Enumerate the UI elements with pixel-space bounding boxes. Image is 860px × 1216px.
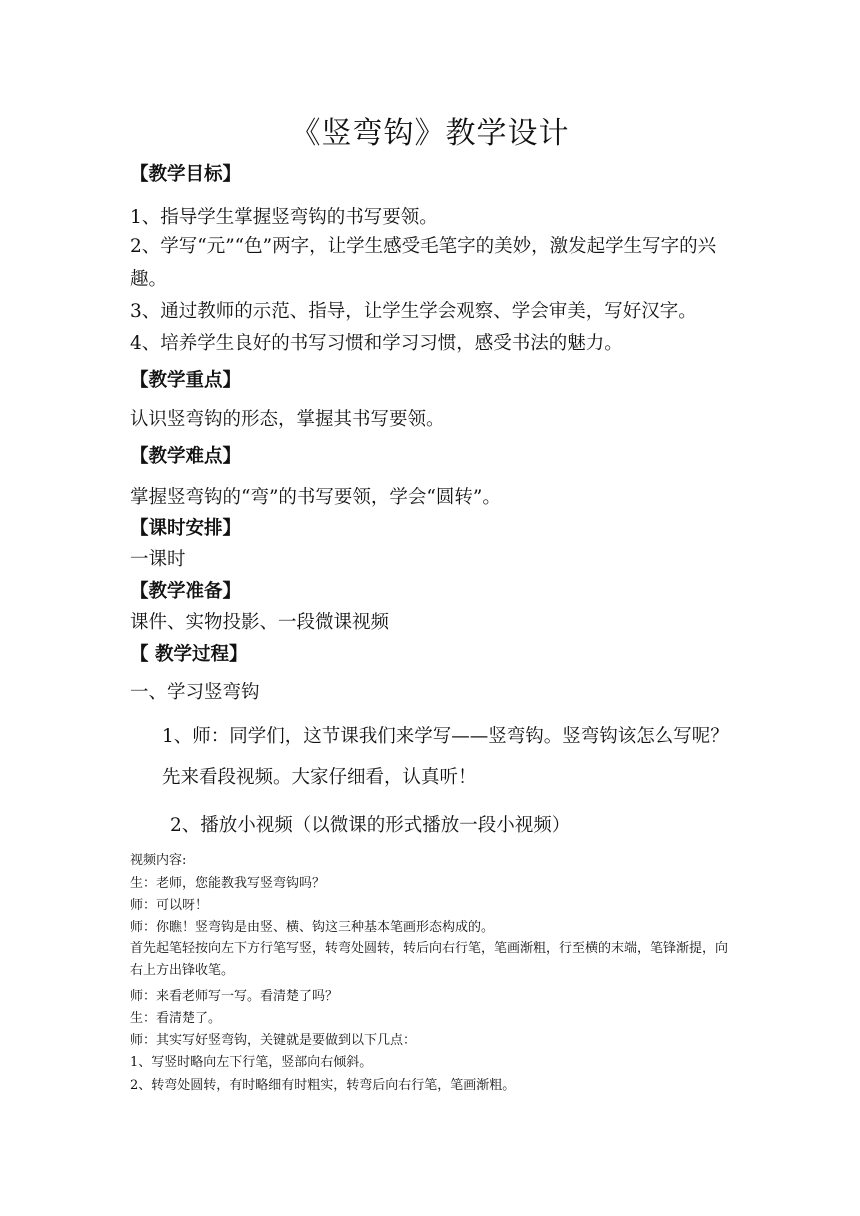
difficulty-text: 掌握竖弯钩的“弯”的书写要领，学会“圆转”。 — [130, 487, 501, 508]
video-line: 首先起笔轻按向左下方行笔写竖，转弯处圆转，转后向右行笔，笔画渐粗，行至横的末端，笔锋渐提，向右上方出锋收笔。 — [130, 941, 729, 978]
schedule-text: 一课时 — [130, 549, 186, 570]
preparation-text: 课件、实物投影、一段微课视频 — [130, 612, 390, 633]
video-line: 2、转弯处圆转，有时略细有时粗实，转弯后向右行笔，笔画渐粗。 — [130, 1078, 516, 1093]
objective-item: 4、培养学生良好的书写习惯和学习习惯，感受书法的魅力。 — [130, 333, 623, 354]
objectives-heading: 【教学目标】 — [130, 164, 242, 185]
key-points-text: 认识竖弯钩的形态，掌握其书写要领。 — [130, 409, 445, 430]
video-line: 师：其实写好竖弯钩，关键就是要做到以下几点： — [130, 1033, 417, 1048]
video-line: 1、写竖时略向左下行笔，竖部向右倾斜。 — [130, 1055, 373, 1070]
difficulty-heading: 【教学难点】 — [130, 446, 242, 467]
video-line: 师：可以呀！ — [130, 898, 209, 913]
video-line: 生：看清楚了。 — [130, 1011, 222, 1026]
document-title: 《竖弯钩》教学设计 — [290, 116, 570, 151]
video-line: 师：你瞧！竖弯钩是由竖、横、钩这三种基本笔画形态构成的。 — [130, 920, 495, 935]
video-line: 师：来看老师写一写。看清楚了吗？ — [130, 989, 339, 1004]
video-line: 视频内容: — [130, 853, 187, 868]
key-points-heading: 【教学重点】 — [130, 370, 242, 391]
objective-item: 3、通过教师的示范、指导，让学生学会观察、学会审美，写好汉字。 — [130, 301, 697, 322]
objective-item: 1、指导学生掌握竖弯钩的书写要领。 — [130, 207, 438, 228]
schedule-heading: 【课时安排】 — [130, 518, 242, 539]
process-step-2: 2、播放小视频（以微课的形式播放一段小视频） — [170, 815, 571, 836]
objective-item: 2、学写“元”“色”两字，让学生感受毛笔字的美妙，激发起学生写字的兴趣。 — [130, 236, 717, 290]
preparation-heading: 【教学准备】 — [130, 581, 242, 602]
video-line: 生：老师，您能教我写竖弯钩吗？ — [130, 876, 326, 891]
process-heading: 【 教学过程】 — [130, 644, 248, 665]
process-part-title: 一、学习竖弯钩 — [130, 682, 260, 703]
process-step-1: 1、师：同学们，这节课我们来学写——竖弯钩。竖弯钩该怎么写呢？先来看段视频。大家仔细看，认真听！ — [162, 726, 729, 788]
